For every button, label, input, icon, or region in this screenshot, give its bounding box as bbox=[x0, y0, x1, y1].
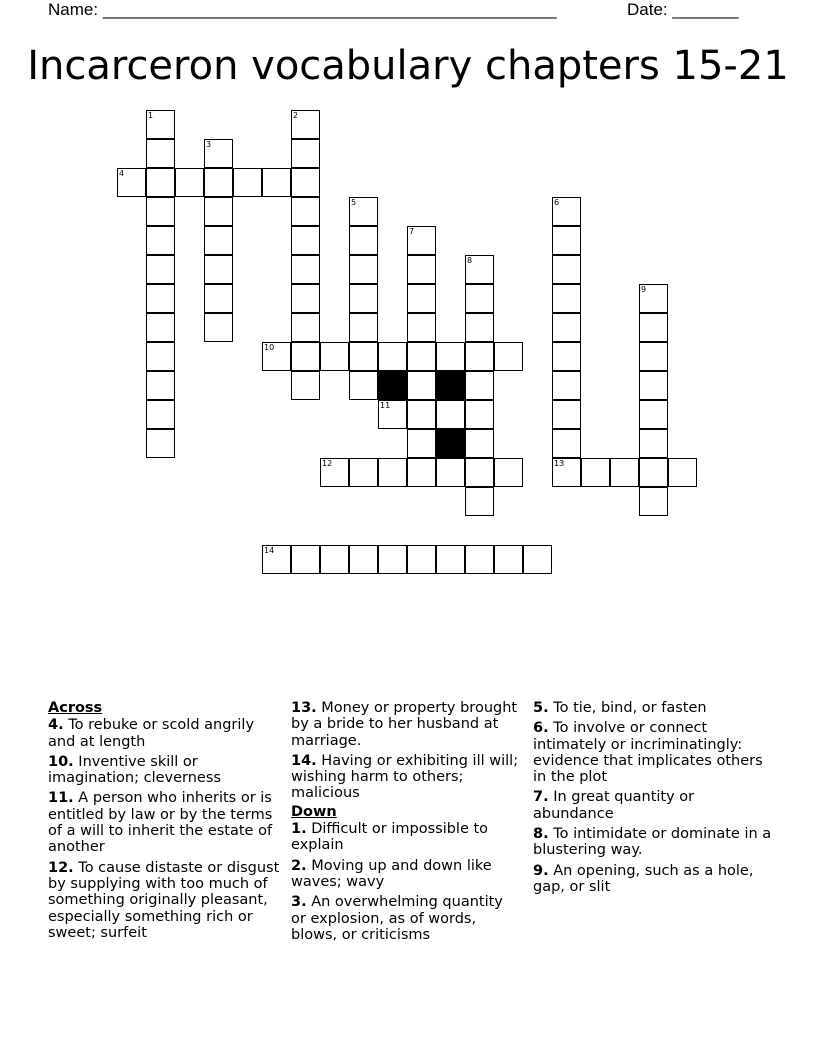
crossword-cell[interactable] bbox=[204, 255, 233, 284]
page-title: Incarceron vocabulary chapters 15-21 bbox=[27, 43, 789, 89]
clue-text: To involve or connect intimately or incriminatingly: evidence that implicates others in the plot bbox=[533, 720, 763, 786]
clue-number: 9. bbox=[533, 862, 549, 879]
crossword-cell[interactable] bbox=[349, 458, 378, 487]
crossword-cell[interactable] bbox=[639, 400, 668, 429]
clue-text: To tie, bind, or fasten bbox=[553, 700, 707, 716]
clue-text: An opening, such as a hole, gap, or slit bbox=[533, 862, 754, 895]
clue-text: Moving up and down like waves; wavy bbox=[291, 857, 492, 890]
clue-number-label: 9 bbox=[641, 285, 647, 294]
crossword-cell[interactable] bbox=[407, 226, 436, 255]
crossword-cell[interactable] bbox=[291, 342, 320, 371]
clue-number: 3. bbox=[291, 894, 307, 911]
clue-number: 1. bbox=[291, 821, 307, 838]
crossword-cell[interactable] bbox=[436, 400, 465, 429]
crossword-cell[interactable] bbox=[146, 342, 175, 371]
clue-number: 8. bbox=[533, 826, 549, 843]
clue-text: Difficult or impossible to explain bbox=[291, 821, 489, 854]
crossword-cell[interactable] bbox=[639, 429, 668, 458]
crossword-cell[interactable] bbox=[146, 110, 175, 139]
clue-number: 2. bbox=[291, 857, 307, 874]
crossword-cell[interactable] bbox=[320, 545, 349, 574]
crossword-cell[interactable] bbox=[436, 545, 465, 574]
clue-text: To cause distaste or disgust by supplying with too much of something originally pleasant, especially something rich or sweet; surfeit bbox=[48, 859, 280, 941]
crossword-cell[interactable] bbox=[407, 284, 436, 313]
crossword-cell[interactable] bbox=[204, 313, 233, 342]
crossword-cell[interactable] bbox=[465, 284, 494, 313]
clue-number-label: 7 bbox=[409, 227, 415, 236]
crossword-cell[interactable] bbox=[407, 313, 436, 342]
clue-number-label: 13 bbox=[554, 459, 565, 468]
clue-down-1 bbox=[291, 821, 521, 854]
crossword-cell[interactable] bbox=[291, 284, 320, 313]
crossword-cell[interactable] bbox=[465, 313, 494, 342]
clue-text: To intimidate or dominate in a blustering way. bbox=[533, 826, 772, 859]
clue-number: 7. bbox=[533, 789, 549, 806]
clue-text: Inventive skill or imagination; cleverness bbox=[48, 753, 221, 787]
crossword-cell[interactable] bbox=[639, 458, 668, 487]
clue-across-13 bbox=[291, 700, 521, 749]
crossword-cell[interactable] bbox=[465, 487, 494, 516]
clue-number-label: 8 bbox=[467, 256, 473, 265]
crossword-cell[interactable] bbox=[320, 342, 349, 371]
crossword-cell[interactable] bbox=[349, 313, 378, 342]
clue-down-3 bbox=[291, 894, 521, 943]
clue-across-11 bbox=[48, 790, 280, 855]
clue-across-12 bbox=[48, 860, 280, 941]
clue-number-label: 12 bbox=[322, 459, 333, 468]
clue-number: 6. bbox=[533, 720, 549, 737]
crossword-cell[interactable] bbox=[204, 168, 233, 197]
clue-number: 13. bbox=[291, 700, 317, 716]
crossword-cell[interactable] bbox=[146, 255, 175, 284]
crossword-cell[interactable] bbox=[146, 226, 175, 255]
crossword-cell[interactable] bbox=[378, 400, 407, 429]
crossword-cell[interactable] bbox=[581, 458, 610, 487]
crossword-cell[interactable] bbox=[349, 197, 378, 226]
crossword-cell[interactable] bbox=[262, 545, 291, 574]
crossword-cell[interactable] bbox=[639, 284, 668, 313]
crossword-cell[interactable] bbox=[639, 342, 668, 371]
clue-down-9 bbox=[533, 863, 773, 896]
crossword-cell[interactable] bbox=[407, 371, 436, 400]
across-heading: Across bbox=[48, 700, 103, 716]
crossword-cell[interactable] bbox=[291, 110, 320, 139]
crossword-cell[interactable] bbox=[349, 371, 378, 400]
down-heading: Down bbox=[291, 803, 337, 820]
crossword-cell[interactable] bbox=[349, 226, 378, 255]
crossword-cell[interactable] bbox=[465, 458, 494, 487]
date-line[interactable]: Date: _______ bbox=[627, 0, 739, 19]
crossword-cell[interactable] bbox=[407, 342, 436, 371]
crossword-cell[interactable] bbox=[494, 545, 523, 574]
clue-text: Money or property brought by a bride to her husband at marriage. bbox=[291, 700, 518, 749]
crossword-cell[interactable] bbox=[349, 284, 378, 313]
crossword-cell[interactable] bbox=[349, 255, 378, 284]
crossword-cell[interactable] bbox=[291, 545, 320, 574]
crossword-cell[interactable] bbox=[291, 139, 320, 168]
clue-number: 14. bbox=[291, 752, 317, 769]
clue-number-label: 1 bbox=[148, 111, 154, 120]
clue-number-label: 4 bbox=[119, 169, 125, 178]
clue-number-label: 2 bbox=[293, 111, 299, 120]
clue-column-1 bbox=[48, 700, 280, 945]
crossword-cell[interactable] bbox=[262, 342, 291, 371]
clue-down-8 bbox=[533, 826, 773, 859]
clue-across-14 bbox=[291, 753, 521, 802]
crossword-cell[interactable] bbox=[233, 168, 262, 197]
crossword-cell[interactable] bbox=[291, 313, 320, 342]
crossword-cell[interactable] bbox=[552, 313, 581, 342]
crossword-cell[interactable] bbox=[552, 197, 581, 226]
clue-down-2 bbox=[291, 858, 521, 891]
crossword-cell[interactable] bbox=[465, 545, 494, 574]
crossword-cell[interactable] bbox=[291, 371, 320, 400]
crossword-cell[interactable] bbox=[639, 487, 668, 516]
clue-number: 11. bbox=[48, 790, 74, 807]
clue-number-label: 14 bbox=[264, 546, 275, 555]
clue-down-6 bbox=[533, 720, 773, 785]
crossword-cell[interactable] bbox=[204, 197, 233, 226]
crossword-cell[interactable] bbox=[552, 400, 581, 429]
crossword-cell[interactable] bbox=[465, 255, 494, 284]
crossword-cell[interactable] bbox=[407, 429, 436, 458]
crossword-cell[interactable] bbox=[146, 168, 175, 197]
crossword-cell[interactable] bbox=[204, 226, 233, 255]
crossword-cell[interactable] bbox=[146, 284, 175, 313]
crossword-cell[interactable] bbox=[291, 197, 320, 226]
crossword-cell[interactable] bbox=[146, 197, 175, 226]
crossword-cell[interactable] bbox=[639, 371, 668, 400]
crossword-cell[interactable] bbox=[436, 342, 465, 371]
clue-number-label: 10 bbox=[264, 343, 275, 352]
crossword-cell[interactable] bbox=[552, 371, 581, 400]
clue-number: 12. bbox=[48, 859, 74, 876]
crossword-cell[interactable] bbox=[523, 545, 552, 574]
crossword-cell[interactable] bbox=[291, 168, 320, 197]
crossword-cell[interactable] bbox=[262, 168, 291, 197]
clue-across-10 bbox=[48, 754, 280, 787]
crossword-cell[interactable] bbox=[494, 458, 523, 487]
clue-text: In great quantity or abundance bbox=[533, 789, 695, 822]
crossword-cell[interactable] bbox=[407, 545, 436, 574]
clue-number-label: 11 bbox=[380, 401, 391, 410]
crossword-cell[interactable] bbox=[639, 313, 668, 342]
clue-number-label: 6 bbox=[554, 198, 560, 207]
crossword-cell[interactable] bbox=[407, 458, 436, 487]
clue-number: 5. bbox=[533, 700, 549, 716]
clue-column-2 bbox=[291, 700, 521, 947]
crossword-cell[interactable] bbox=[552, 255, 581, 284]
clue-column-3 bbox=[533, 700, 773, 899]
clue-number: 4. bbox=[48, 717, 64, 734]
crossword-cell[interactable] bbox=[291, 226, 320, 255]
clue-number-label: 3 bbox=[206, 140, 212, 149]
crossword-cell[interactable] bbox=[146, 429, 175, 458]
clue-down-7 bbox=[533, 789, 773, 822]
crossword-cell[interactable] bbox=[378, 458, 407, 487]
crossword-cell[interactable] bbox=[291, 255, 320, 284]
crossword-cell[interactable] bbox=[349, 342, 378, 371]
crossword-cell[interactable] bbox=[552, 226, 581, 255]
crossword-cell[interactable] bbox=[320, 458, 349, 487]
crossword-cell[interactable] bbox=[117, 168, 146, 197]
crossword-cell[interactable] bbox=[668, 458, 697, 487]
crossword-cell[interactable] bbox=[552, 342, 581, 371]
crossword-cell[interactable] bbox=[378, 342, 407, 371]
crossword-cell[interactable] bbox=[407, 255, 436, 284]
crossword-cell[interactable] bbox=[494, 342, 523, 371]
crossword-cell[interactable] bbox=[146, 139, 175, 168]
clue-number: 10. bbox=[48, 753, 74, 770]
name-line[interactable]: Name: ________________________________________________ bbox=[48, 0, 557, 19]
crossword-cell[interactable] bbox=[204, 139, 233, 168]
crossword-cell[interactable] bbox=[436, 458, 465, 487]
clue-across-4 bbox=[48, 717, 280, 750]
clue-number-label: 5 bbox=[351, 198, 357, 207]
crossword-cell[interactable] bbox=[407, 400, 436, 429]
clue-text: Having or exhibiting ill will; wishing harm to others; malicious bbox=[291, 752, 519, 802]
crossword-cell[interactable] bbox=[552, 458, 581, 487]
clue-text: A person who inherits or is entitled by law or by the terms of a will to inherit the estate of another bbox=[48, 790, 273, 856]
crossword-cell[interactable] bbox=[146, 400, 175, 429]
crossword-cell[interactable] bbox=[146, 371, 175, 400]
crossword-cell[interactable] bbox=[175, 168, 204, 197]
crossword-cell[interactable] bbox=[465, 429, 494, 458]
crossword-cell[interactable] bbox=[146, 313, 175, 342]
crossword-cell[interactable] bbox=[349, 545, 378, 574]
crossword-cell[interactable] bbox=[552, 429, 581, 458]
clue-text: An overwhelming quantity or explosion, as of words, blows, or criticisms bbox=[291, 894, 503, 943]
crossword-cell[interactable] bbox=[204, 284, 233, 313]
crossword-cell[interactable] bbox=[465, 400, 494, 429]
clue-down-5 bbox=[533, 700, 773, 716]
crossword-black-cell bbox=[436, 429, 465, 458]
crossword-cell[interactable] bbox=[465, 371, 494, 400]
crossword-cell[interactable] bbox=[465, 342, 494, 371]
crossword-black-cell bbox=[436, 371, 465, 400]
crossword-cell[interactable] bbox=[610, 458, 639, 487]
crossword-black-cell bbox=[378, 371, 407, 400]
crossword-cell[interactable] bbox=[552, 284, 581, 313]
crossword-cell[interactable] bbox=[378, 545, 407, 574]
clue-text: To rebuke or scold angrily and at length bbox=[48, 717, 255, 750]
